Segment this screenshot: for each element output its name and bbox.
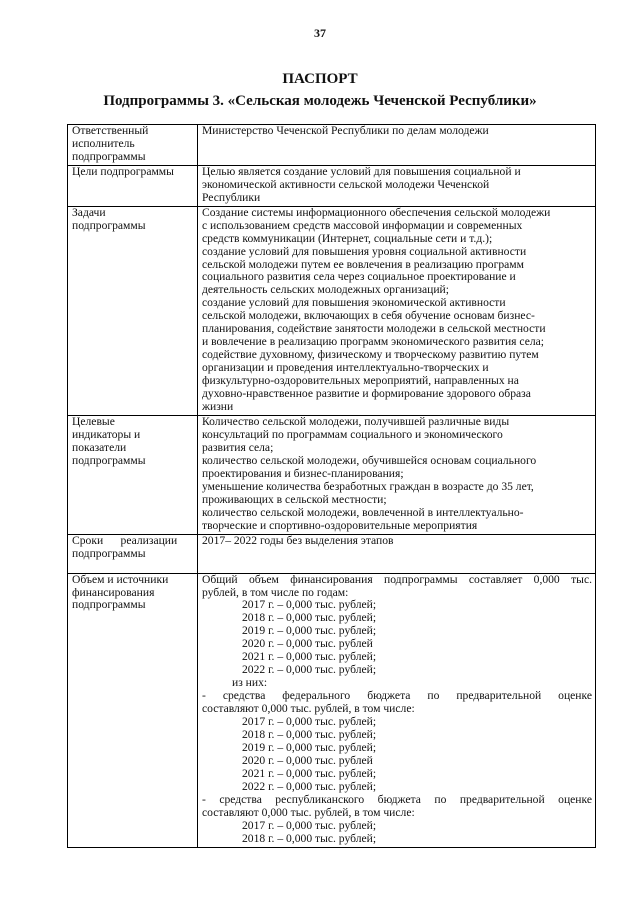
document-subtitle: Подпрограммы 3. «Сельская молодежь Чеченской Республики» [103,93,537,109]
row-content: Общий объем финансирования подпрограммы составляет 0,000 тыс. рублей, в том числе по годам: 2017 г. – 0,000 тыс. рублей; 2018 г. – 0,000 тыс. рублей; 2019 г. – 0,000 тыс. рублей; 2020 г. – 0,000 тыс. рублей 2021 г. – 0,000 тыс. рублей; 2022 г. – 0,000 тыс. рублей; из них: - средства федерального бюджета по предварительной оценке составляют 0,000 тыс. рублей, в том числе: 2017 г. – 0,000 тыс. рублей; 2018 г. – 0,000 тыс. рублей; 2019 г. – 0,000 тыс. рублей; 2020 г. – 0,000 тыс. рублей 2021 г. – 0,000 тыс. рублей; 2022 г. – 0,000 тыс. рублей; - средства республиканского бюджета по предварительной оценке составляют 0,000 тыс. рублей, в том числе: 2017 г. – 0,000 тыс. рублей; 2018 г. – 0,000 тыс. рублей; [198,573,596,847]
row-content: Количество сельской молодежи, получившей различные виды консультаций по программам социального и экономического развития села; количество сельской молодежи, обучившейся основам социального проектирования и бизнес-планирования; уменьшение количества безработных граждан в возрасте до 35 лет, проживающих в сельской местности; количество сельской молодежи, вовлеченной в интеллектуально- творческие и спортивно-оздоровительные мероприятия [198,415,596,534]
row-label: Задачи подпрограммы [68,206,198,415]
row-content: Создание системы информационного обеспечения сельской молодежи с использованием средств массовой информации и современных средств коммуникации (Интернет, социальные сети и т.д.); создание условий для повышения уровня социальной активности сельской молодежи путем ее вовлечения в реализацию программ социального развития села через социальное проектирование и деятельность сельских молодежных организаций; создание условий для повышения экономической активности сельской молодежи, включающих в себя обучение основам бизнес- планирования, содействие занятости молодежи в сельской местности и вовлечение в реализацию программ экономического развития села; содействие духовному, физическому и творческому развитию путем организации и проведения интеллектуально-творческих и физкультурно-оздоровительных мероприятий, направленных на духовно-нравственное развитие и формирование здорового образа жизни [198,206,596,415]
passport-table [67,124,596,848]
table-row [68,206,596,415]
row-label: Цели подпрограммы [68,165,198,206]
table-row [68,415,596,534]
row-label: Целевые индикаторы и показатели подпрограммы [68,415,198,534]
row-label: Ответственный исполнитель подпрограммы [68,125,198,166]
row-content: Министерство Чеченской Республики по делам молодежи [198,125,596,166]
row-label: Сроки реализации подпрограммы [68,534,198,573]
row-content: Целью является создание условий для повышения социальной и экономической активности сельской молодежи Чеченской Республики [198,165,596,206]
table-row [68,125,596,166]
page-number: 37 [314,26,326,40]
table-row [68,573,596,847]
document-title: ПАСПОРТ [282,71,358,87]
row-label: Объем и источники финансирования подпрограммы [68,573,198,847]
table-row [68,534,596,573]
table-row [68,165,596,206]
row-content: 2017– 2022 годы без выделения этапов [198,534,596,573]
